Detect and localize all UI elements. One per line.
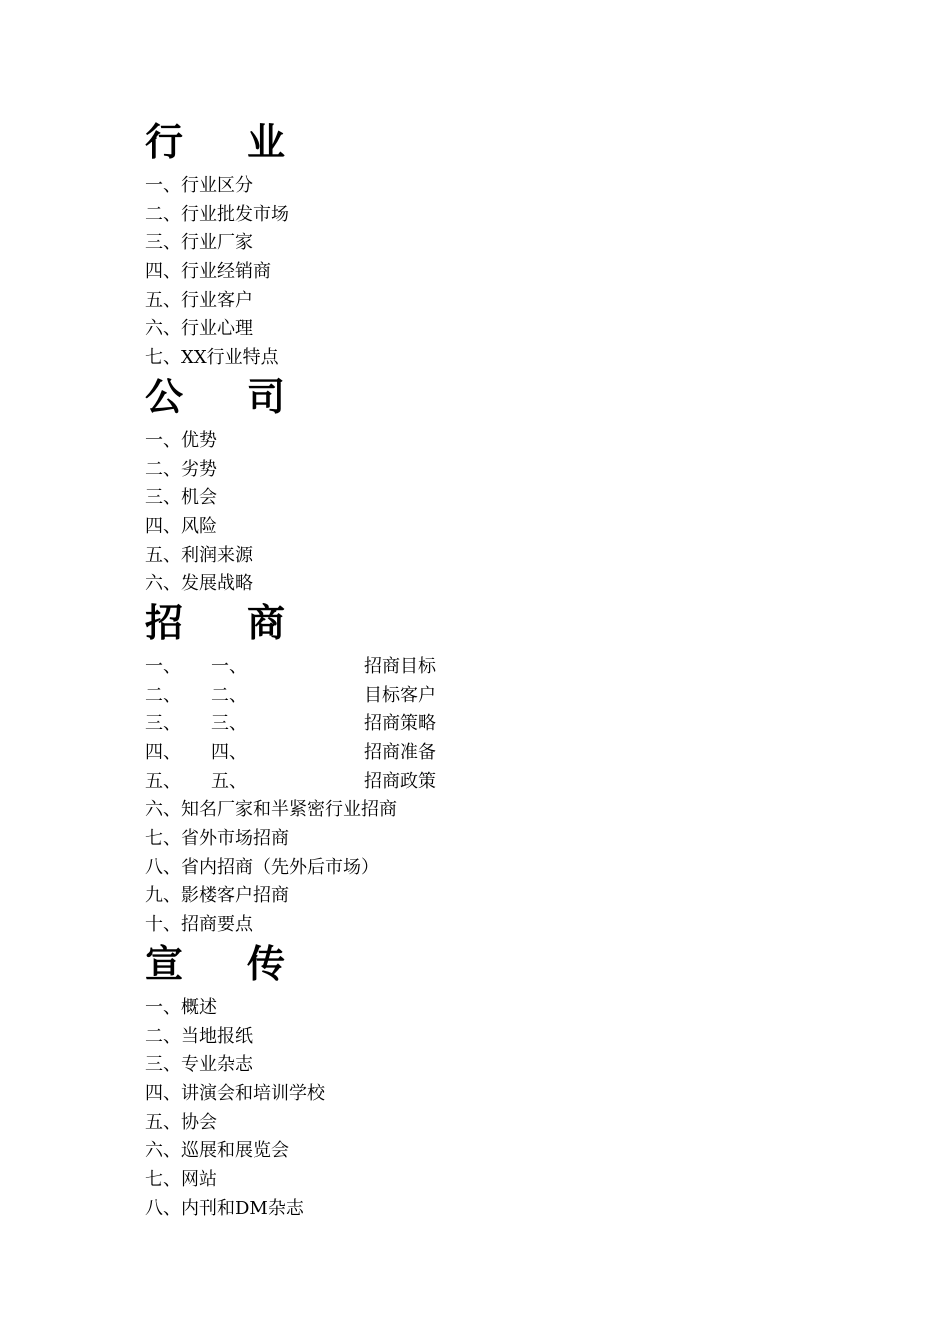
item-number: 四、 [145, 742, 181, 763]
item-label: 目标客户 [364, 684, 436, 706]
list-item: 六、知名厂家和半紧密行业招商 [145, 799, 397, 821]
publicity-list [145, 994, 845, 1224]
list-item [145, 739, 845, 768]
industry-list [145, 172, 845, 373]
heading-char: 行 [145, 119, 184, 164]
item-subnumber: 三、 [211, 713, 247, 735]
item-number: 三、 [145, 713, 181, 735]
heading-char: 宣 [145, 940, 184, 986]
investment-list [145, 653, 845, 940]
list-item [145, 682, 845, 711]
list-item: 四、讲演会和培训学校 [145, 1082, 325, 1104]
list-item: 四、风险 [145, 515, 217, 537]
section-heading-company [145, 373, 285, 421]
list-item: 四、行业经销商 [145, 261, 271, 283]
list-item: 六、行业心理 [145, 318, 253, 340]
list-item [145, 710, 845, 739]
item-label: 招商策略 [364, 713, 436, 735]
heading-char: 招 [145, 599, 184, 645]
list-item [145, 768, 845, 797]
list-item: 一、概述 [145, 996, 217, 1018]
list-item [145, 653, 845, 682]
list-item: 八、省内招商（先外后市场） [145, 856, 379, 878]
item-number: 二、 [145, 684, 181, 706]
list-item: 十、招商要点 [145, 914, 253, 936]
heading-char: 司 [246, 373, 285, 419]
heading-char: 传 [246, 940, 285, 986]
section-heading-publicity [145, 940, 285, 988]
heading-char: 业 [246, 119, 285, 164]
section-heading-investment [145, 599, 285, 647]
list-item: 二、当地报纸 [145, 1025, 253, 1047]
document-page [145, 118, 845, 1223]
item-number: 五、 [145, 770, 181, 792]
item-label: 招商政策 [364, 770, 436, 792]
list-item: 六、发展战略 [145, 573, 253, 595]
item-subnumber: 四、 [211, 742, 247, 763]
list-item: 七、网站 [145, 1168, 217, 1190]
list-item: 六、巡展和展览会 [145, 1140, 289, 1162]
list-item: 九、影楼客户招商 [145, 885, 289, 907]
list-item: 七、省外市场招商 [145, 828, 289, 850]
list-item: 三、行业厂家 [145, 232, 253, 254]
list-item: 一、行业区分 [145, 175, 253, 196]
list-item: 五、利润来源 [145, 544, 253, 566]
company-list [145, 427, 845, 599]
list-item: 五、协会 [145, 1111, 217, 1133]
list-item: 一、优势 [145, 429, 217, 451]
item-label: 招商目标 [364, 655, 436, 677]
list-item: 三、专业杂志 [145, 1054, 253, 1076]
item-number: 一、 [145, 655, 181, 677]
heading-char: 商 [246, 599, 285, 645]
list-item: 七、XX行业特点 [145, 347, 279, 369]
list-item: 五、行业客户 [145, 289, 253, 311]
list-item: 三、机会 [145, 487, 217, 509]
list-item: 二、劣势 [145, 458, 217, 480]
item-subnumber: 五、 [211, 770, 247, 792]
item-label: 招商准备 [364, 742, 436, 763]
section-heading-industry [145, 118, 285, 166]
list-item: 二、行业批发市场 [145, 203, 289, 225]
list-item: 八、内刊和DM杂志 [145, 1197, 304, 1219]
heading-char: 公 [145, 373, 184, 419]
item-subnumber: 一、 [211, 655, 247, 677]
item-subnumber: 二、 [211, 684, 247, 706]
